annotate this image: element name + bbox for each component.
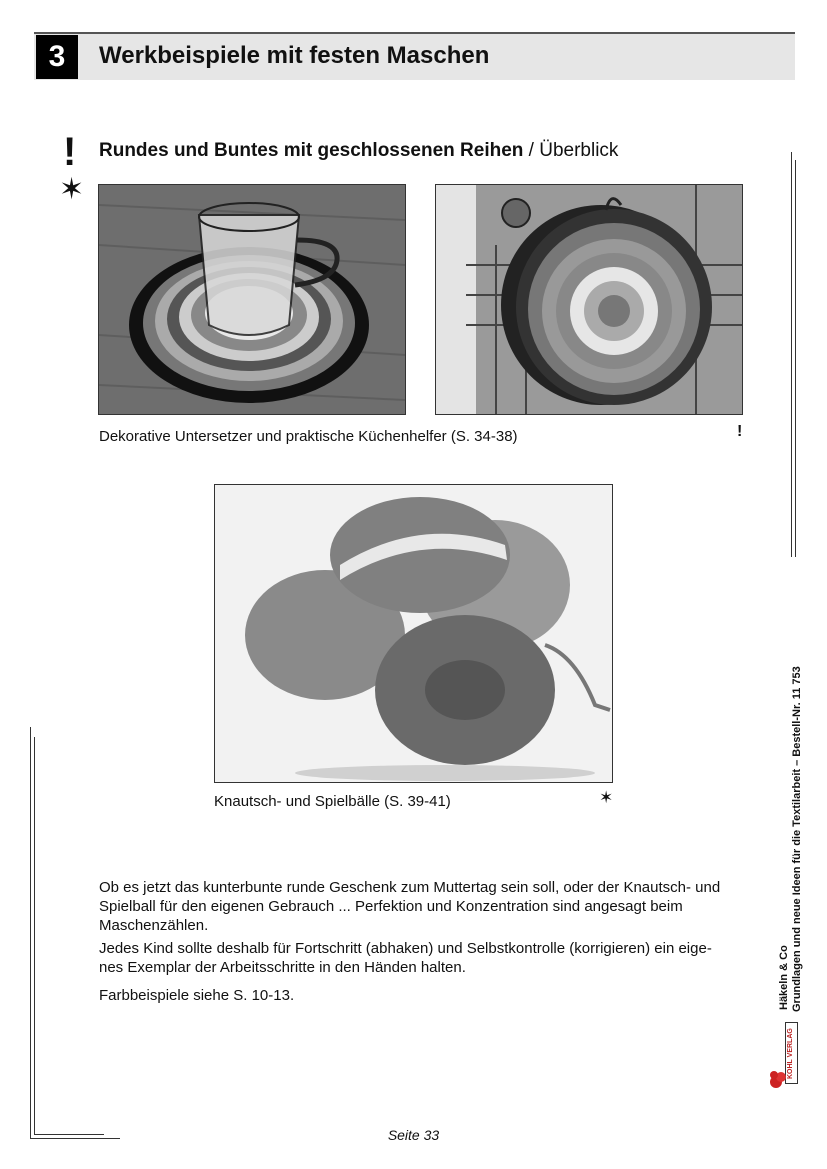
body-paragraph-2: Jedes Kind sollte deshalb für Fortschritt (abhaken) und Selbstkontrolle (korrigieren) ein eige- nes Exemplar der Arbeitsschritte in den Händen halten. (99, 940, 712, 976)
sidebar-publication-title: Häkeln & Co (778, 945, 790, 1010)
section-title-rest: / Überblick (523, 140, 619, 161)
section-title (99, 140, 618, 162)
exclamation-icon: ! (63, 130, 77, 174)
chapter-number: 3 (36, 35, 78, 79)
right-frame-line-2 (795, 160, 796, 557)
publisher-logo-icon (768, 1068, 788, 1090)
balls-photo (214, 484, 613, 783)
page-number: Seite 33 (387, 1127, 440, 1143)
left-frame-line (30, 727, 31, 1139)
exclamation-icon-small: ! (737, 423, 743, 440)
left-frame-line-2 (34, 737, 35, 1134)
body-paragraph-1: Ob es jetzt das kunterbunte runde Geschenk zum Muttertag sein soll, oder der Knautsch- und Spielball für den eigenen Gebrauch ... Perfektion und Konzentration sind angesagt beim Maschenzählen. (99, 879, 721, 934)
potholder-photo (435, 184, 743, 415)
body-paragraph-3: Farbbeispiele siehe S. 10-13. (99, 987, 295, 1004)
section-title-bold: Rundes und Buntes mit geschlossenen Reihen (99, 140, 524, 161)
coasters-caption: Dekorative Untersetzer und praktische Küchenhelfer (S. 34-38) (99, 428, 518, 445)
publisher-logo-text: KOHL VERLAG (787, 1028, 794, 1079)
right-frame-line (791, 152, 792, 557)
sidebar-order-number: Grundlagen und neue Ideen für die Textilarbeit – Bestell-Nr. 11 753 (791, 666, 803, 1012)
balls-caption: Knautsch- und Spielbälle (S. 39-41) (214, 793, 451, 810)
chapter-title: Werkbeispiele mit festen Maschen (99, 42, 490, 69)
star-icon: ✶ (59, 173, 85, 206)
star-icon-small: ✶ (599, 788, 614, 807)
coaster-photo (98, 184, 406, 415)
